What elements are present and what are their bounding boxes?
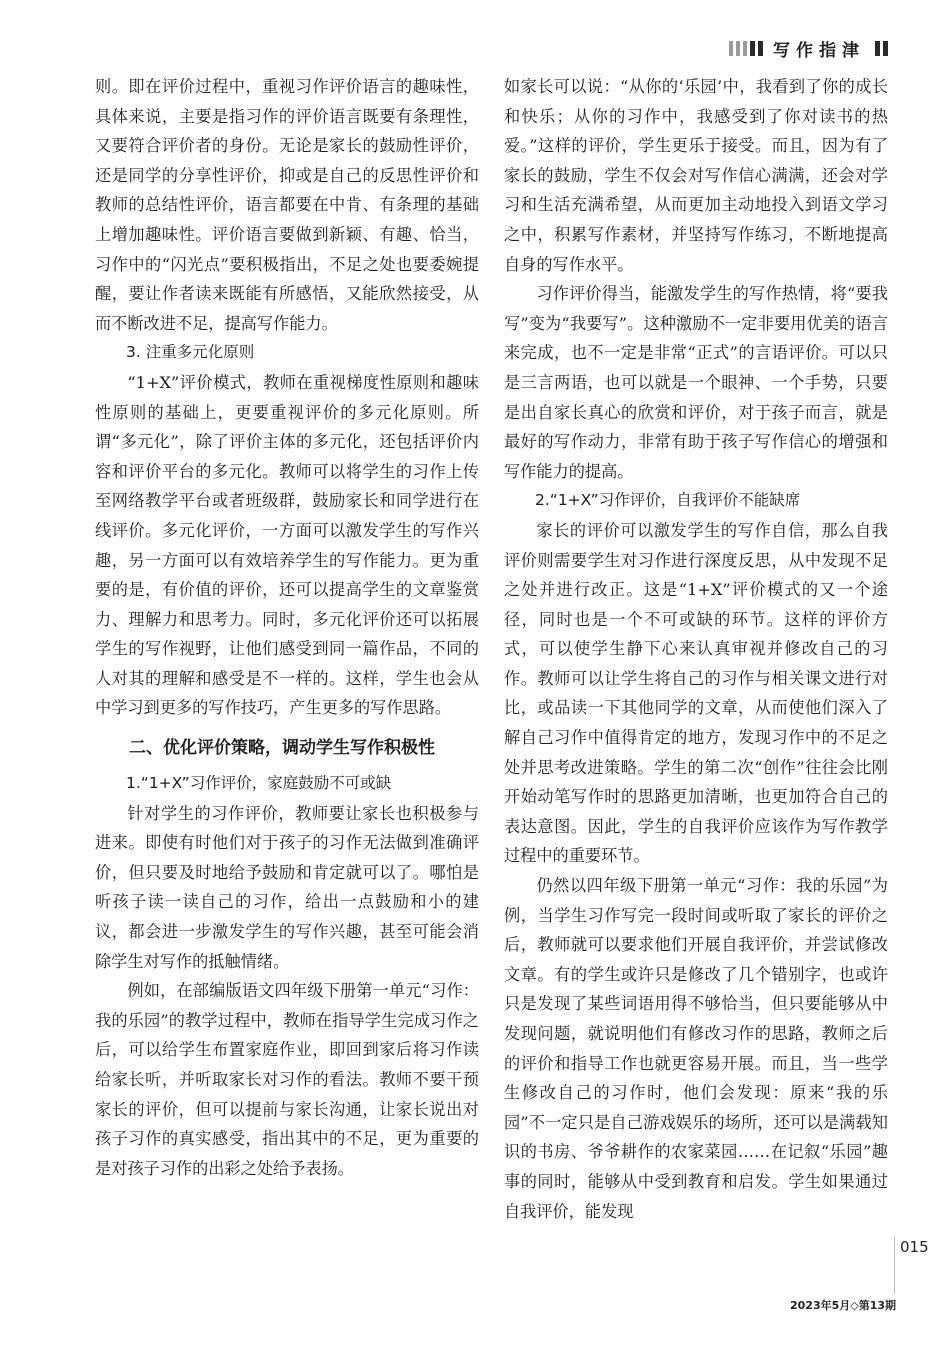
paragraph: 如家长可以说：“从你的‘乐园’中，我看到了你的成长和快乐；从你的习作中，我感受到了你对读书的热爱。”这样的评价，学生更乐于接受。而且，因为有了家长的鼓励，学生不仅会对写作信心满满，还会对学习和生活充满希望，从而更加主动地投入到语文学习之中，积累写作素材，并坚持写作练习，不断地提高自身的写作水平。 [504, 77, 888, 274]
paragraph: 针对学生的习作评价，教师要让家长也积极参与进来。即使有时他们对于孩子的习作无法做到准确评价，但只要及时地给予鼓励和肯定就可以了。哪怕是听孩子读一读自己的习作，给出一点鼓励和小的建议，都会进一步激发学生的写作兴趣，甚至可能会消除学生对写作的抵触情绪。 [95, 803, 479, 971]
right-column [504, 72, 888, 1226]
subheading: 1.“1+X”习作评价，家庭鼓励不可或缺 [126, 774, 392, 793]
subheading: 3. 注重多元化原则 [126, 343, 255, 362]
header-decoration-right [875, 41, 888, 56]
header-decoration-left [729, 41, 763, 56]
page-number: 015 [900, 1238, 929, 1256]
section-title: 写作指津 [773, 41, 865, 61]
paragraph: 仍然以四年级下册第一单元“习作：我的乐园”为例，当学生习作写完一段时间或听取了家长的评价之后，教师就可以要求他们开展自我评价，并尝试修改文章。有的学生或许只是修改了几个错别字，也或许只是发现了某些词语用得不够恰当，但只要能够从中发现问题，就说明他们有修改习作的思路，教师之后的评价和指导工作也就更容易开展。而且，当一些学生修改自己的习作时，他们会发现：原来“我的乐园”不一定只是自己游戏娱乐的场所，还可以是满载知识的书房、爷爷耕作的农家菜园……在记叙“乐园”趣事的同时，能够从中受到教育和启发。学生如果通过自我评价，能发现 [504, 876, 888, 1221]
left-column [95, 72, 479, 1183]
page-number-divider [894, 1236, 895, 1294]
issue-label: 2023年5月◇第13期 [790, 1299, 897, 1312]
subheading: 2.“1+X”习作评价，自我评价不能缺席 [535, 491, 801, 510]
paragraph: 例如，在部编版语文四年级下册第一单元“习作：我的乐园”的教学过程中，教师在指导学生完成习作之后，可以给学生布置家庭作业，即回到家后将习作读给家长听，并听取家长对习作的看法。教师不要干预家长的评价，但可以提前与家长沟通，让家长说出对孩子习作的真实感受，指出其中的不足，更为重要的是对孩子习作的出彩之处给予表扬。 [95, 981, 479, 1178]
section-header [729, 36, 888, 61]
paragraph: 习作评价得当，能激发学生的写作热情，将“要我写”变为“我要写”。这种激励不一定非要用优美的语言来完成，也不一定是非常“正式”的言语评价。可以只是三言两语，也可以就是一个眼神、一个手势，只要是出自家长真心的欣赏和评价，对于孩子而言，就是最好的写作动力，非常有助于孩子写作信心的增强和写作能力的提高。 [504, 284, 888, 481]
paragraph: “1+X”评价模式，教师在重视梯度性原则和趣味性原则的基础上，更要重视评价的多元化原则。所谓“多元化”，除了评价主体的多元化，还包括评价内容和评价平台的多元化。教师可以将学生的习作上传至网络教学平台或者班级群，鼓励家长和同学进行在线评价。多元化评价，一方面可以激发学生的写作兴趣，另一方面可以有效培养学生的写作能力。更为重要的是，有价值的评价，还可以提高学生的文章鉴赏力、理解力和思考力。同时，多元化评价还可以拓展学生的写作视野，让他们感受到同一篇作品，不同的人对其的理解和感受是不一样的。这样，学生也会从中学习到更多的写作技巧，产生更多的写作思路。 [95, 372, 479, 718]
section-heading: 二、优化评价策略，调动学生写作积极性 [129, 738, 435, 759]
paragraph: 则。即在评价过程中，重视习作评价语言的趣味性，具体来说，主要是指习作的评价语言既要有条理性，又要符合评价者的身份。无论是家长的鼓励性评价，还是同学的分享性评价，抑或是自己的反思性评价和教师的总结性评价，语言都要在中肯、有条理的基础上增加趣味性。评价语言要做到新颖、有趣、恰当，习作中的“闪光点”要积极指出，不足之处也要委婉提醒，要让作者读来既能有所感悟，又能欣然接受，从而不断改进不足，提高写作能力。 [95, 77, 479, 333]
paragraph: 家长的评价可以激发学生的写作自信，那么自我评价则需要学生对习作进行深度反思，从中发现不足之处并进行改正。这是“1+X”评价模式的又一个途径，同时也是一个不可或缺的环节。这样的评价方式，可以使学生静下心来认真审视并修改自己的习作。教师可以让学生将自己的习作与相关课文进行对比，或品读一下其他同学的文章，从而使他们深入了解自己习作中值得肯定的地方，发现习作中的不足之处并思考改进策略。学生的第二次“创作”往往会比刚开始动笔写作时的思路更加清晰，也更加符合自己的表达意图。因此，学生的自我评价应该作为写作教学过程中的重要环节。 [504, 520, 888, 866]
